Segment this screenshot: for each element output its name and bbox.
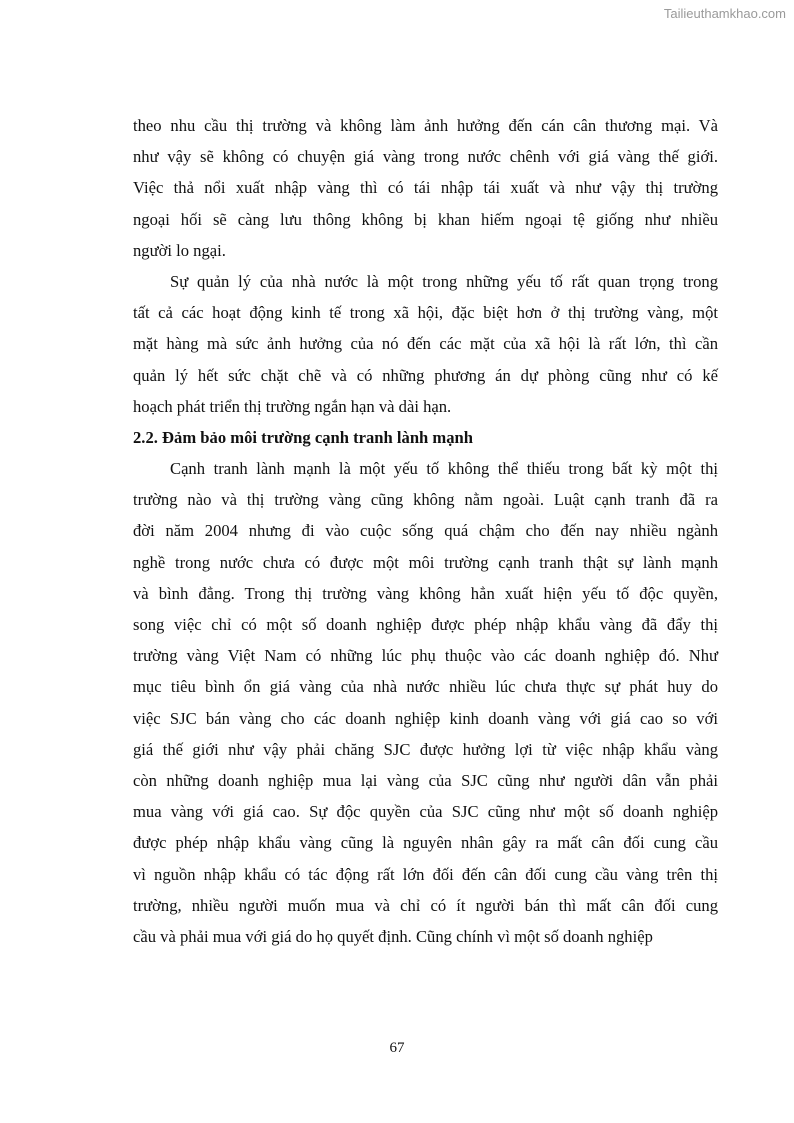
text-line: song việc chỉ có một số doanh nghiệp được phép nhập khẩu vàng đã đẩy thị	[133, 615, 718, 634]
text-line: trường, nhiều người muốn mua và chỉ có ít người bán thì mất cân đối cung	[133, 895, 718, 915]
document-body	[133, 110, 718, 952]
section-heading: 2.2. Đảm bảo môi trường cạnh tranh lành mạnh	[133, 427, 474, 447]
page-number: 67	[389, 1040, 405, 1056]
text-line: theo nhu cầu thị trường và không làm ảnh hưởng đến cán cân thương mại. Và	[133, 116, 718, 135]
text-line: như vậy sẽ không có chuyện giá vàng trong nước chênh với giá vàng thế giới.	[133, 147, 718, 167]
text-line: quản lý hết sức chặt chẽ và có những phương án dự phòng cũng như có kế	[133, 365, 718, 385]
text-line: và bình đẳng. Trong thị trường vàng không hẳn xuất hiện yếu tố độc quyền,	[133, 583, 718, 603]
text-line: trường vàng Việt Nam có những lúc phụ thuộc vào các doanh nghiệp đó. Như	[133, 646, 718, 666]
text-line: hoạch phát triển thị trường ngắn hạn và dài hạn.	[133, 396, 452, 416]
text-line: Sự quản lý của nhà nước là một trong những yếu tố rất quan trọng trong	[170, 271, 718, 291]
text-line: người lo ngại.	[133, 240, 226, 260]
text-line: việc SJC bán vàng cho các doanh nghiệp kinh doanh vàng với giá cao so với	[133, 708, 718, 728]
text-line: còn những doanh nghiệp mua lại vàng của SJC cũng như người dân vẫn phải	[133, 770, 718, 790]
text-line: ngoại hối sẽ càng lưu thông không bị khan hiếm ngoại tệ giống như nhiều	[133, 209, 718, 229]
text-line: vì nguồn nhập khẩu có tác động rất lớn đối đến cân đối cung cầu vàng trên thị	[133, 864, 718, 884]
text-line: nghề trong nước chưa có được một môi trường cạnh tranh thật sự lành mạnh	[133, 552, 718, 572]
text-line: Việc thả nổi xuất nhập vàng thì có tái nhập tái xuất và như vậy thị trường	[133, 178, 718, 198]
text-line: trường nào và thị trường vàng cũng không nằm ngoài. Luật cạnh tranh đã ra	[133, 490, 718, 510]
text-line: cầu và phải mua với giá do họ quyết định. Cũng chính vì một số doanh nghiệp	[133, 926, 653, 946]
text-line: mặt hàng mà sức ảnh hưởng của nó đến các mặt của xã hội là rất lớn, thì cần	[133, 334, 718, 354]
text-line: mục tiêu bình ổn giá vàng của nhà nước nhiều lúc chưa thực sự phát huy do	[133, 677, 718, 697]
text-line: giá thế giới như vậy phải chăng SJC được hưởng lợi từ việc nhập khẩu vàng	[133, 739, 718, 759]
text-line: tất cả các hoạt động kinh tế trong xã hội, đặc biệt hơn ở thị trường vàng, một	[133, 303, 718, 323]
text-line: mua vàng với giá cao. Sự độc quyền của SJC cũng như một số doanh nghiệp	[133, 802, 718, 822]
text-line: đời năm 2004 nhưng đi vào cuộc sống quá chậm cho đến nay nhiều ngành	[133, 521, 718, 541]
paragraph	[133, 110, 718, 422]
watermark: Tailieuthamkhao.com	[663, 6, 786, 21]
text-line: được phép nhập khẩu vàng cũng là nguyên nhân gây ra mất cân đối cung cầu	[133, 833, 718, 853]
text-line: Cạnh tranh lành mạnh là một yếu tố không thể thiếu trong bất kỳ một thị	[170, 459, 718, 479]
paragraph	[133, 453, 718, 952]
